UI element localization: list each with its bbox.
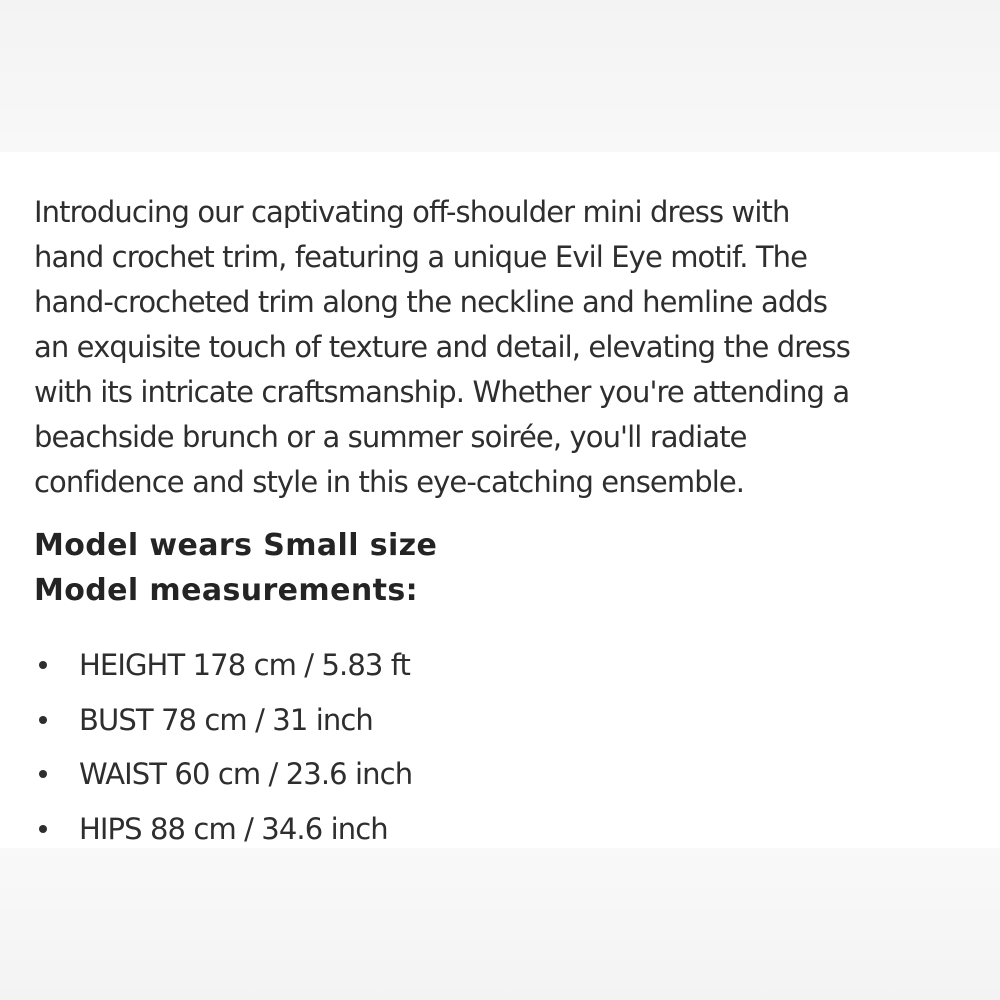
product-description <box>34 190 984 505</box>
bullet-icon <box>39 716 47 724</box>
bullet-icon <box>39 825 47 833</box>
measurement-bust <box>34 693 412 748</box>
description-line: confidence and style in this eye-catching ensemble. <box>34 465 745 499</box>
description-line: hand crochet trim, featuring a unique Evil Eye motif. The <box>34 240 808 274</box>
measurements-list <box>34 638 412 856</box>
measurement-height <box>34 638 412 693</box>
model-measurements-heading: Model measurements: <box>34 573 418 608</box>
bullet-icon <box>39 770 47 778</box>
measurement-text: HIPS 88 cm / 34.6 inch <box>79 811 388 846</box>
description-line: an exquisite touch of texture and detail, elevating the dress <box>34 330 850 364</box>
description-line: with its intricate craftsmanship. Whether you're attending a <box>34 375 850 409</box>
description-line: Introducing our captivating off-shoulder mini dress with <box>34 195 790 229</box>
description-line: hand-crocheted trim along the neckline and hemline adds <box>34 285 828 319</box>
measurement-text: BUST 78 cm / 31 inch <box>79 702 373 737</box>
product-description-panel <box>0 152 1000 848</box>
measurement-waist <box>34 747 412 802</box>
model-size-heading: Model wears Small size <box>34 528 438 563</box>
measurement-text: WAIST 60 cm / 23.6 inch <box>79 757 413 792</box>
measurement-text: HEIGHT 178 cm / 5.83 ft <box>79 648 411 683</box>
top-blank-band <box>0 0 1000 152</box>
description-line: beachside brunch or a summer soirée, you'll radiate <box>34 420 747 454</box>
bottom-blank-band <box>0 848 1000 1000</box>
bullet-icon <box>39 661 47 669</box>
